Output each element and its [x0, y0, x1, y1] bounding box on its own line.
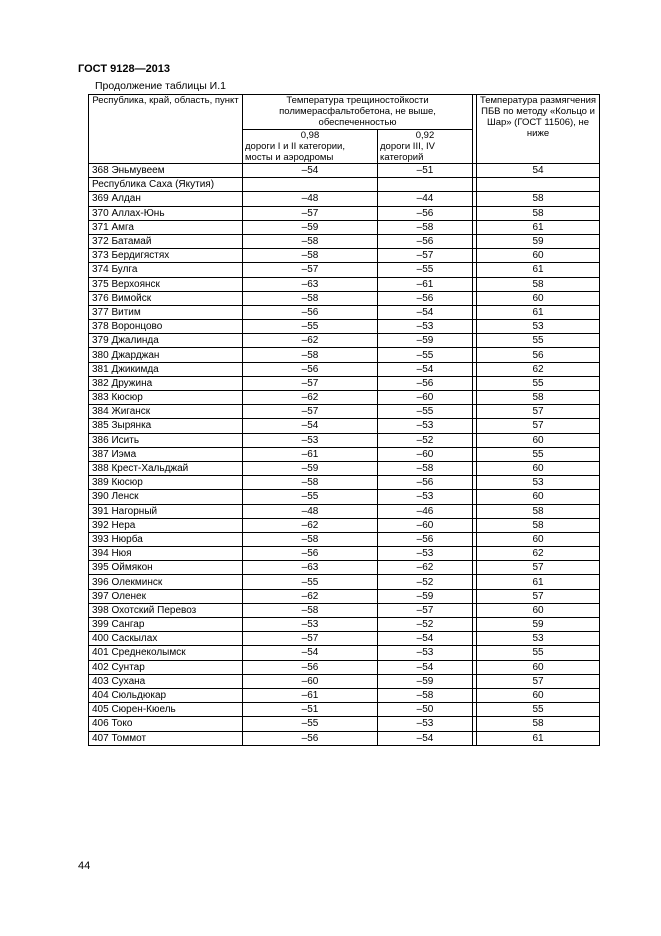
cell-temp-098: –61: [243, 688, 378, 702]
cell-temp-098: –48: [243, 192, 378, 206]
cell-region: 379 Джалинда: [89, 334, 243, 348]
table-row: [89, 320, 600, 334]
table-row: [89, 178, 600, 192]
cell-softening: 60: [477, 532, 600, 546]
table-row: [89, 490, 600, 504]
cell-softening: 61: [477, 575, 600, 589]
cell-temp-098: –56: [243, 731, 378, 745]
cell-temp-098: –54: [243, 646, 378, 660]
cell-temp-092: –60: [378, 391, 473, 405]
cell-temp-092: –58: [378, 688, 473, 702]
cell-temp-098: –57: [243, 632, 378, 646]
cell-region: 385 Зырянка: [89, 419, 243, 433]
cell-temp-092: –57: [378, 603, 473, 617]
cell-temp-098: –58: [243, 291, 378, 305]
cell-temp-098: –56: [243, 362, 378, 376]
cell-temp-098: –55: [243, 320, 378, 334]
cell-temp-098: –55: [243, 490, 378, 504]
document-header: ГОСТ 9128—2013: [78, 63, 171, 75]
cell-temp-092: –58: [378, 220, 473, 234]
cell-temp-092: –53: [378, 646, 473, 660]
cell-temp-098: –59: [243, 220, 378, 234]
cell-temp-092: [378, 178, 473, 192]
table-row: [89, 703, 600, 717]
cell-temp-092: –54: [378, 660, 473, 674]
cell-region: 402 Сунтар: [89, 660, 243, 674]
table-row: [89, 646, 600, 660]
cell-temp-092: –54: [378, 632, 473, 646]
col-header-098: [243, 130, 378, 164]
table-row: [89, 476, 600, 490]
cell-temp-098: –57: [243, 405, 378, 419]
cell-temp-098: –55: [243, 717, 378, 731]
table-row: [89, 405, 600, 419]
cell-softening: 57: [477, 589, 600, 603]
cell-temp-098: –58: [243, 234, 378, 248]
cell-softening: 55: [477, 447, 600, 461]
cell-softening: 53: [477, 476, 600, 490]
cell-softening: 60: [477, 688, 600, 702]
table-row: [89, 249, 600, 263]
cell-region: 397 Оленек: [89, 589, 243, 603]
cell-temp-092: –52: [378, 618, 473, 632]
cell-temp-092: –53: [378, 320, 473, 334]
cell-softening: 58: [477, 192, 600, 206]
cell-temp-092: –55: [378, 348, 473, 362]
cell-temp-092: –60: [378, 518, 473, 532]
cell-temp-098: –58: [243, 348, 378, 362]
cell-temp-092: –50: [378, 703, 473, 717]
table-row: [89, 433, 600, 447]
cell-softening: 60: [477, 461, 600, 475]
table-row: [89, 632, 600, 646]
cell-temp-098: –58: [243, 532, 378, 546]
cell-region: 392 Нера: [89, 518, 243, 532]
cell-softening: 60: [477, 249, 600, 263]
cell-temp-092: –56: [378, 234, 473, 248]
cell-temp-092: –53: [378, 717, 473, 731]
col-098-value: 0,98: [300, 130, 320, 141]
cell-region: 372 Батамай: [89, 234, 243, 248]
cell-temp-092: –53: [378, 419, 473, 433]
cell-temp-098: –56: [243, 547, 378, 561]
cell-temp-098: –57: [243, 263, 378, 277]
cell-softening: 53: [477, 632, 600, 646]
cell-region: 389 Кюсюр: [89, 476, 243, 490]
cell-temp-098: –62: [243, 518, 378, 532]
col-092-value: 0,92: [415, 130, 435, 141]
cell-region: 382 Дружина: [89, 376, 243, 390]
cell-temp-092: –52: [378, 433, 473, 447]
table-row: [89, 688, 600, 702]
cell-temp-092: –58: [378, 461, 473, 475]
table-row: [89, 220, 600, 234]
cell-region: 376 Вимойск: [89, 291, 243, 305]
table-row: [89, 603, 600, 617]
cell-temp-098: –58: [243, 603, 378, 617]
cell-temp-092: –54: [378, 305, 473, 319]
table-row: [89, 348, 600, 362]
cell-temp-092: –46: [378, 504, 473, 518]
cell-temp-098: –57: [243, 376, 378, 390]
cell-softening: 55: [477, 376, 600, 390]
cell-region: Республика Саха (Якутия): [89, 178, 243, 192]
cell-temp-092: –52: [378, 575, 473, 589]
cell-temp-098: –54: [243, 164, 378, 178]
cell-temp-098: –62: [243, 589, 378, 603]
cell-softening: 60: [477, 433, 600, 447]
cell-region: 398 Охотский Перевоз: [89, 603, 243, 617]
cell-region: 395 Оймякон: [89, 561, 243, 575]
cell-temp-098: –56: [243, 305, 378, 319]
cell-region: 404 Сюльдюкар: [89, 688, 243, 702]
cell-temp-092: –56: [378, 476, 473, 490]
cell-softening: 58: [477, 504, 600, 518]
cell-temp-098: –55: [243, 575, 378, 589]
cell-softening: 57: [477, 419, 600, 433]
cell-region: 401 Среднеколымск: [89, 646, 243, 660]
table-row: [89, 277, 600, 291]
cell-temp-092: –59: [378, 674, 473, 688]
table-row: [89, 660, 600, 674]
table-row: [89, 589, 600, 603]
table-caption: Продолжение таблицы И.1: [95, 80, 226, 92]
table-row: [89, 532, 600, 546]
cell-region: 375 Верхоянск: [89, 277, 243, 291]
cell-region: 394 Нюя: [89, 547, 243, 561]
cell-softening: 62: [477, 547, 600, 561]
cell-temp-098: –59: [243, 461, 378, 475]
cell-temp-092: –55: [378, 405, 473, 419]
table-row: [89, 504, 600, 518]
cell-temp-092: –54: [378, 731, 473, 745]
cell-region: 388 Крест-Хальджай: [89, 461, 243, 475]
cell-temp-098: –62: [243, 391, 378, 405]
cell-softening: 59: [477, 234, 600, 248]
cell-temp-098: –51: [243, 703, 378, 717]
table-row: [89, 717, 600, 731]
cell-softening: 59: [477, 618, 600, 632]
table-row: [89, 561, 600, 575]
cell-softening: 57: [477, 674, 600, 688]
cell-region: 406 Токо: [89, 717, 243, 731]
cell-region: 407 Томмот: [89, 731, 243, 745]
col-header-region: Республика, край, область, пункт: [89, 95, 243, 164]
cell-region: 373 Бердигястях: [89, 249, 243, 263]
col-092-desc: дороги III, IV категорий: [380, 141, 435, 163]
table-row: [89, 547, 600, 561]
cell-temp-098: –63: [243, 561, 378, 575]
table-row: [89, 731, 600, 745]
cell-softening: 60: [477, 660, 600, 674]
cell-softening: 53: [477, 320, 600, 334]
cell-temp-092: –57: [378, 249, 473, 263]
cell-region: 384 Жиганск: [89, 405, 243, 419]
cell-temp-092: –44: [378, 192, 473, 206]
cell-temp-098: –61: [243, 447, 378, 461]
cell-temp-092: –59: [378, 589, 473, 603]
cell-temp-092: –53: [378, 490, 473, 504]
cell-region: 391 Нагорный: [89, 504, 243, 518]
table-row: [89, 447, 600, 461]
page-number: 44: [78, 860, 91, 872]
col-098-desc: дороги I и II категории, мосты и аэродромы: [245, 141, 345, 163]
table-row: [89, 376, 600, 390]
cell-region: 396 Олекминск: [89, 575, 243, 589]
cell-softening: 55: [477, 646, 600, 660]
cell-softening: 55: [477, 703, 600, 717]
col-header-temp-crack: Температура трещиностойкости полимерасфальтобетона, не выше, обеспеченностью: [243, 95, 473, 130]
cell-temp-092: –51: [378, 164, 473, 178]
cell-temp-092: –53: [378, 547, 473, 561]
col-header-softening: Температура размягчения ПБВ по методу «Кольцо и Шар» (ГОСТ 11506), не ниже: [477, 95, 600, 164]
cell-temp-092: –60: [378, 447, 473, 461]
cell-softening: 55: [477, 334, 600, 348]
table-row: [89, 391, 600, 405]
cell-region: 403 Сухана: [89, 674, 243, 688]
table-body: [89, 164, 600, 746]
cell-temp-092: –56: [378, 532, 473, 546]
cell-softening: 61: [477, 263, 600, 277]
cell-softening: 58: [477, 717, 600, 731]
cell-temp-098: –54: [243, 419, 378, 433]
cell-temp-098: –58: [243, 249, 378, 263]
cell-temp-092: –59: [378, 334, 473, 348]
table-row: [89, 291, 600, 305]
table-row: [89, 575, 600, 589]
table-row: [89, 334, 600, 348]
cell-temp-098: –53: [243, 433, 378, 447]
cell-region: 387 Иэма: [89, 447, 243, 461]
cell-softening: 58: [477, 391, 600, 405]
table-row: [89, 674, 600, 688]
cell-softening: 60: [477, 603, 600, 617]
cell-temp-098: –57: [243, 206, 378, 220]
table-row: [89, 419, 600, 433]
cell-softening: 60: [477, 490, 600, 504]
col-header-092: [378, 130, 473, 164]
cell-softening: 58: [477, 206, 600, 220]
cell-region: 399 Сангар: [89, 618, 243, 632]
cell-softening: 61: [477, 220, 600, 234]
table-row: [89, 305, 600, 319]
data-table: [88, 94, 600, 746]
cell-temp-098: –60: [243, 674, 378, 688]
cell-temp-098: –63: [243, 277, 378, 291]
cell-softening: 57: [477, 561, 600, 575]
cell-temp-098: –48: [243, 504, 378, 518]
cell-softening: 61: [477, 305, 600, 319]
cell-softening: 62: [477, 362, 600, 376]
cell-temp-092: –56: [378, 291, 473, 305]
cell-temp-092: –56: [378, 206, 473, 220]
cell-region: 393 Нюрба: [89, 532, 243, 546]
table-row: [89, 192, 600, 206]
table-row: [89, 263, 600, 277]
cell-softening: 54: [477, 164, 600, 178]
table-row: [89, 234, 600, 248]
cell-region: 390 Ленск: [89, 490, 243, 504]
cell-region: 386 Исить: [89, 433, 243, 447]
cell-temp-098: –53: [243, 618, 378, 632]
cell-temp-092: –55: [378, 263, 473, 277]
cell-region: 381 Джикимда: [89, 362, 243, 376]
cell-softening: 58: [477, 277, 600, 291]
table-row: [89, 518, 600, 532]
cell-temp-098: [243, 178, 378, 192]
cell-temp-098: –58: [243, 476, 378, 490]
cell-softening: [477, 178, 600, 192]
cell-region: 369 Алдан: [89, 192, 243, 206]
cell-region: 374 Булга: [89, 263, 243, 277]
cell-region: 405 Сюрен-Кюель: [89, 703, 243, 717]
cell-softening: 56: [477, 348, 600, 362]
cell-region: 368 Эньмувеем: [89, 164, 243, 178]
cell-region: 383 Кюсюр: [89, 391, 243, 405]
cell-region: 370 Аллах-Юнь: [89, 206, 243, 220]
cell-temp-098: –56: [243, 660, 378, 674]
cell-softening: 58: [477, 518, 600, 532]
cell-region: 371 Амга: [89, 220, 243, 234]
cell-temp-098: –62: [243, 334, 378, 348]
cell-region: 378 Воронцово: [89, 320, 243, 334]
table-row: [89, 461, 600, 475]
cell-temp-092: –56: [378, 376, 473, 390]
cell-softening: 61: [477, 731, 600, 745]
cell-region: 380 Джарджан: [89, 348, 243, 362]
cell-temp-092: –62: [378, 561, 473, 575]
cell-temp-092: –54: [378, 362, 473, 376]
table-row: [89, 206, 600, 220]
cell-temp-092: –61: [378, 277, 473, 291]
table-row: [89, 618, 600, 632]
table-row: [89, 362, 600, 376]
cell-region: 400 Саскылах: [89, 632, 243, 646]
cell-region: 377 Витим: [89, 305, 243, 319]
cell-softening: 57: [477, 405, 600, 419]
table-row: [89, 164, 600, 178]
cell-softening: 60: [477, 291, 600, 305]
